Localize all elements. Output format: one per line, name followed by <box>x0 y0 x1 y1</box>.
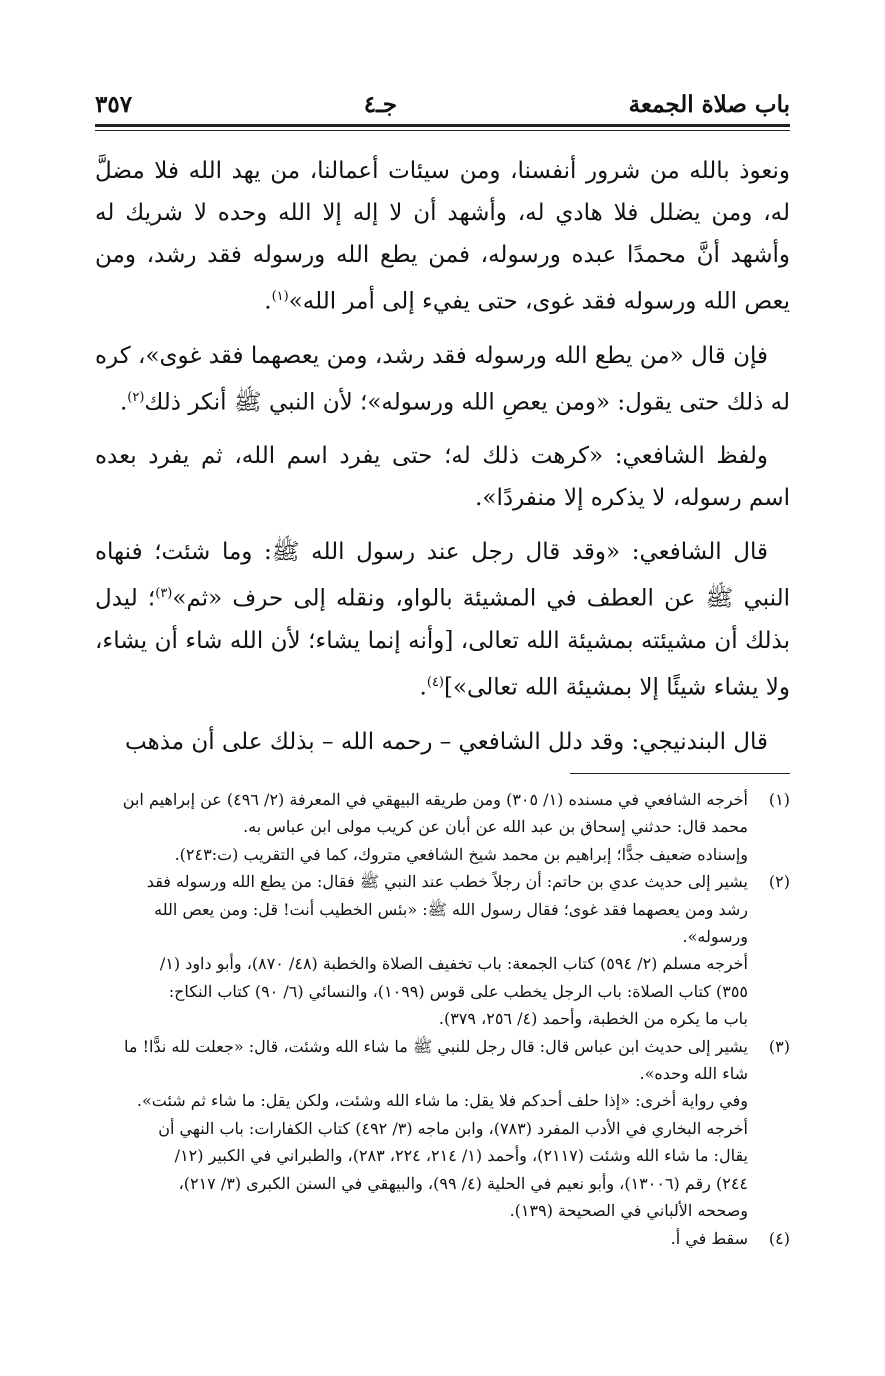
footnote-line: ٢٤٤) رقم (١٣٠٠٦)، وأبو نعيم في الحلية (٤/ ٩٩)، والبيهقي في السنن الكبرى (٣/ ٢١٧)، <box>178 1173 748 1193</box>
footnote-3 <box>95 1033 790 1225</box>
footnote-line: باب ما يكره من الخطبة، وأحمد (٤/ ٢٥٦، ٣٧٩). <box>438 1009 748 1029</box>
footnote-2 <box>95 868 790 1032</box>
footnote-ref-3[interactable]: (٣) <box>155 586 173 602</box>
footnote-line: أخرجه الشافعي في مسنده (١/ ٣٠٥) ومن طريقه البيهقي في المعرفة (٢/ ٤٩٦) عن إبراهيم ابن <box>122 790 748 809</box>
header-rule-thin <box>95 130 790 131</box>
main-text <box>95 150 790 775</box>
footnote-line: ٣٥٥) كتاب الصلاة: باب الرجل يخطب على قوس (١٠٩٩)، والنسائي (٦/ ٩٠) كتاب النكاح: <box>168 981 748 1001</box>
footnote-line: ورسوله». <box>682 927 748 947</box>
footnote-line: أخرجه مسلم (٢/ ٥٩٤) كتاب الجمعة: باب تخفيف الصلاة والخطبة (٤٨/ ٨٧٠)، وأبو داود (١/ <box>159 954 748 974</box>
footnote-1 <box>95 786 790 868</box>
footnote-line: وإسناده ضعيف جدًّا؛ إبراهيم بن محمد شيخ الشافعي متروك، كما في التقريب (ت:٢٤٣). <box>174 844 748 864</box>
paragraph-2: فإن قال «من يطع الله ورسوله فقد رشد، ومن يعصهما فقد غوى»، كره له ذلك حتى يقول: «ومن يعصِ الله ورسوله»؛ لأن النبي ﷺ أنكر ذلك$^{(٢)}$. <box>95 342 790 416</box>
footnote-number: (٢) <box>768 872 790 892</box>
footnote-number: (٤) <box>768 1228 790 1248</box>
footnote-line: يشير إلى حديث عدي بن حاتم: أن رجلاً خطب عند النبي ﷺ فقال: من يطع الله ورسوله فقد <box>146 872 748 892</box>
footnote-number: (٣) <box>768 1036 790 1056</box>
paragraph-4: قال الشافعي: «وقد قال رجل عند رسول الله ﷺ: وما شئت؛ فنهاه النبي ﷺ عن العطف في المشيئة بالواو، ونقله إلى حرف «ثم»$^{(٣)}$؛ ليدل بذلك أن مشيئته بمشيئة الله تعالى، [وأنه إنما يشاء؛ لأن الله شاء أن يشاء، ولا يشاء شيئًا إلا بمشيئة الله تعالى»]$^{(٤)}$. <box>95 539 790 701</box>
paragraph-5: قال البندنيجي: وقد دلل الشافعي – رحمه الله – بذلك على أن مذهب <box>125 728 768 755</box>
footnote-separator <box>570 773 790 774</box>
footnote-ref-2[interactable]: (٢) <box>127 389 145 405</box>
running-header <box>95 86 790 122</box>
paragraph-4-text-a: قال الشافعي: «وقد قال رجل عند رسول الله ﷺ: وما شئت؛ فنهاه النبي ﷺ عن العطف في المشيئة بالواو، ونقله إلى حرف «ثم» <box>95 539 790 612</box>
paragraph-2-text: فإن قال «من يطع الله ورسوله فقد رشد، ومن يعصهما فقد غوى»، كره له ذلك حتى يقول: «ومن يعصِ الله ورسوله»؛ لأن النبي ﷺ أنكر ذلك <box>95 342 790 416</box>
footnote-line: أخرجه البخاري في الأدب المفرد (٧٨٣)، وابن ماجه (٣/ ٤٩٢) كتاب الكفارات: باب النهي أن <box>158 1118 748 1138</box>
footnote-line: شاء الله وحده». <box>639 1064 748 1084</box>
page-number: ٣٥٧ <box>95 90 133 118</box>
footnotes <box>95 786 790 1252</box>
paragraph-1-text: ونعوذ بالله من شرور أنفسنا، ومن سيئات أعمالنا، من يهد الله فلا مضلَّ له، ومن يضلل فلا هادي له، وأشهد أن لا إله إلا الله وحده لا شريك له وأشهد أنَّ محمدًا عبده ورسوله، فمن يطع الله ورسوله فقد رشد، ومن يعص الله ورسوله فقد غوى، حتى يفيء إلى أمر الله» <box>95 158 790 315</box>
footnote-line: وصححه الألباني في الصحيحة (١٣٩). <box>509 1201 748 1221</box>
footnote-ref-4[interactable]: (٤) <box>426 674 444 690</box>
volume-label: جـ٤ <box>363 90 398 118</box>
footnote-line: رشد ومن يعصهما فقد غوى؛ فقال رسول الله ﷺ: «بئس الخطيب أنت! قل: ومن يعص الله <box>154 899 748 919</box>
chapter-title: باب صلاة الجمعة <box>628 90 790 118</box>
footnote-line: يشير إلى حديث ابن عباس قال: قال رجل للنبي ﷺ ما شاء الله وشئت، قال: «جعلت لله ندًّا! ما <box>124 1036 748 1056</box>
paragraph-1: ونعوذ بالله من شرور أنفسنا، ومن سيئات أعمالنا، من يهد الله فلا مضلَّ له، ومن يضلل فلا هادي له، وأشهد أن لا إله إلا الله وحده لا شريك له وأشهد أنَّ محمدًا عبده ورسوله، فمن يطع الله ورسوله فقد رشد، ومن يعص الله ورسوله فقد غوى، حتى يفيء إلى أمر الله»$^{(١)}$. <box>95 158 790 315</box>
footnote-line: يقال: ما شاء الله وشئت (٢١١٧)، وأحمد (١/ ٢١٤، ٢٢٤، ٢٨٣)، والطبراني في الكبير (١٢/ <box>174 1146 748 1166</box>
footnote-line: سقط في أ. <box>670 1228 748 1248</box>
footnote-line: وفي رواية أخرى: «إذا حلف أحدكم فلا يقل: ما شاء الله وشئت، ولكن يقل: ما شاء ثم شئت». <box>136 1091 748 1111</box>
header-rule-thick <box>95 124 790 127</box>
footnote-ref-1[interactable]: (١) <box>271 289 289 304</box>
footnote-number: (١) <box>768 790 790 809</box>
paragraph-4-text-b: ؛ ليدل بذلك أن مشيئته بمشيئة الله تعالى، [وأنه إنما يشاء؛ لأن الله شاء أن يشاء، ولا يشاء شيئًا إلا بمشيئة الله تعالى»] <box>95 585 790 701</box>
footnote-line: محمد قال: حدثني إسحاق بن عبد الله عن أبان عن كريب مولى ابن عباس به. <box>243 817 748 837</box>
paragraph-3: ولفظ الشافعي: «كرهت ذلك له؛ حتى يفرد اسم الله، ثم يفرد بعده اسم رسوله، لا يذكره إلا منفردًا». <box>95 443 790 512</box>
footnote-4 <box>95 1225 790 1252</box>
